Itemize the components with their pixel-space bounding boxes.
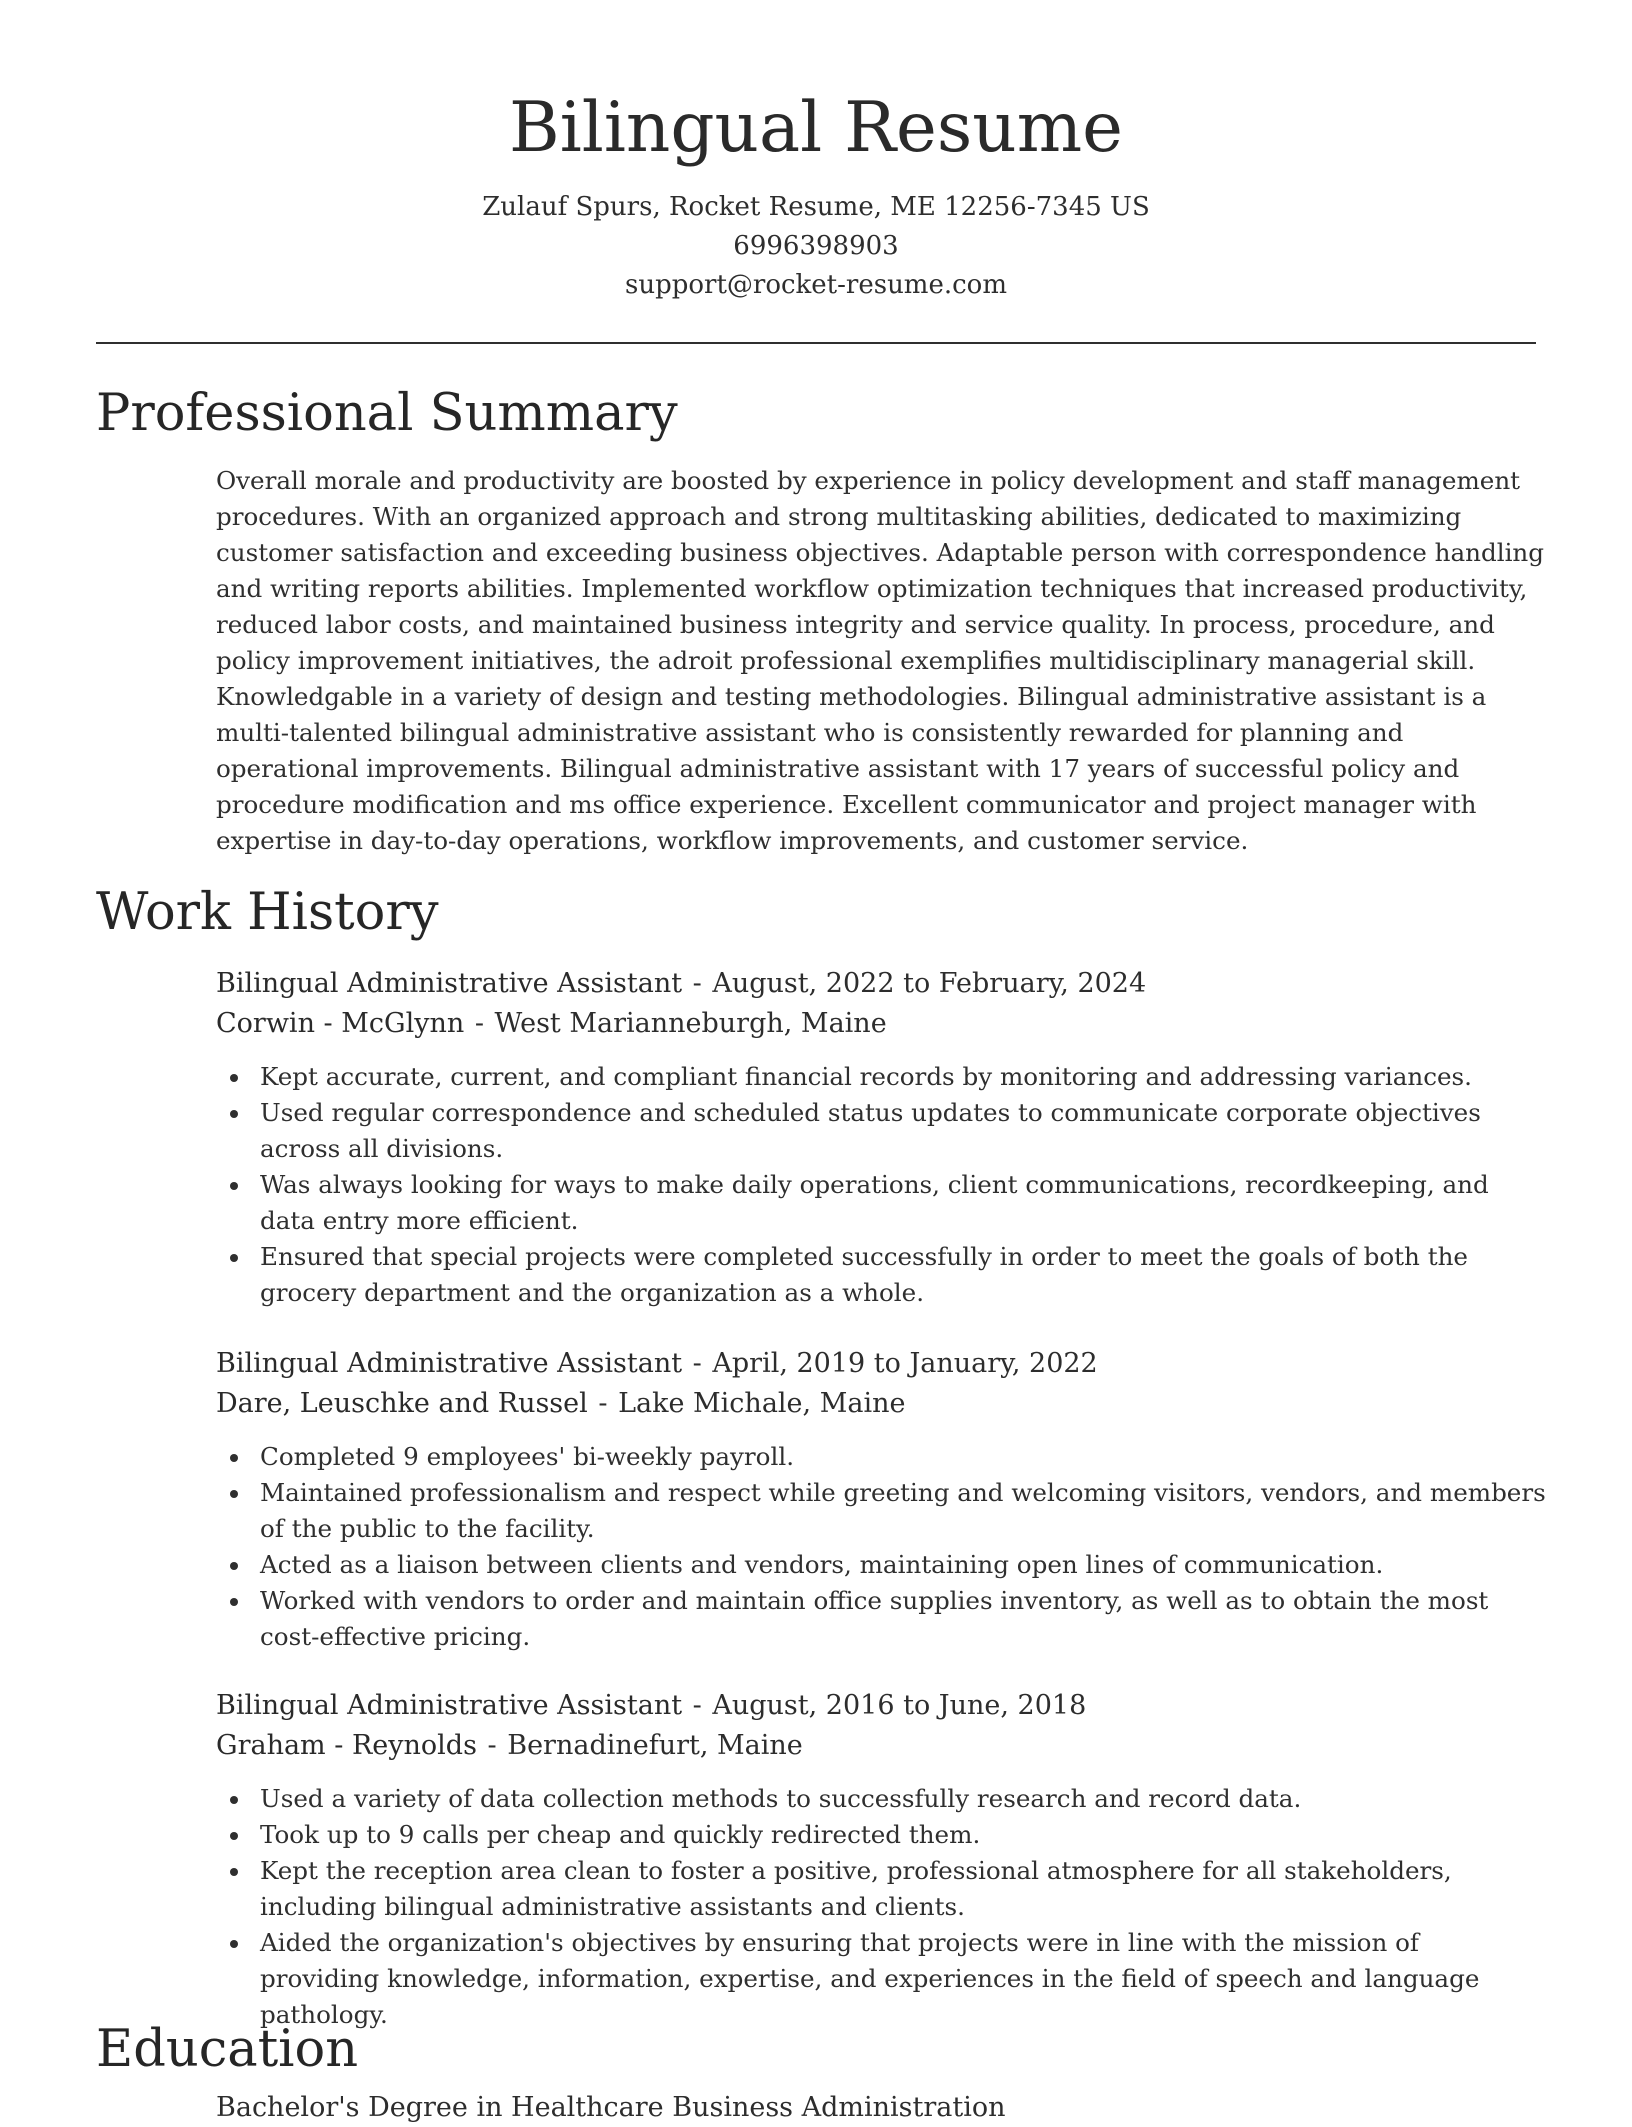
bullet-dot-icon: [230, 1074, 238, 1082]
section-title-education: Education: [96, 2020, 359, 2079]
job-title: Bilingual Administrative Assistant: [216, 1348, 683, 1379]
job-bullet: [216, 1239, 1546, 1311]
job-title-separator: -: [684, 1690, 711, 1721]
job-bullet: [216, 1095, 1546, 1167]
job-title-line: [216, 1686, 1546, 1725]
job-company-separator: -: [589, 1388, 617, 1419]
job-entry: [216, 964, 1546, 1311]
job-bullet: [216, 1925, 1546, 2033]
job-bullet-text: Aided the organization's objectives by ensuring that projects were in line with the mission of providing knowledge, information, expertise, and experiences in the field of speech and language pathology.: [260, 1928, 1480, 2029]
job-title-separator: -: [684, 968, 711, 999]
job-bullet-text: Took up to 9 calls per cheap and quickly redirected them.: [260, 1820, 981, 1849]
education-degree: Bachelor's Degree in Healthcare Business Administration: [216, 2092, 1006, 2123]
job-title-line: [216, 1344, 1546, 1383]
bullet-dot-icon: [230, 1940, 238, 1948]
job-dates: August, 2016 to June, 2018: [712, 1690, 1087, 1721]
job-bullet-text: Maintained professionalism and respect while greeting and welcoming visitors, vendors, and members of the public to the facility.: [260, 1478, 1546, 1543]
job-bullet-text: Used a variety of data collection methods to successfully research and record data.: [260, 1784, 1302, 1813]
job-entry: [216, 1344, 1546, 1655]
job-location: West Marianneburgh, Maine: [494, 1008, 887, 1039]
job-title: Bilingual Administrative Assistant: [216, 968, 683, 999]
bullet-dot-icon: [230, 1254, 238, 1262]
job-title-line: [216, 964, 1546, 1003]
job-bullet: [216, 1853, 1546, 1925]
header-divider: [96, 342, 1536, 344]
contact-block: [96, 188, 1536, 305]
contact-address: Zulauf Spurs, Rocket Resume, ME 12256-7345 US: [482, 192, 1150, 222]
summary-paragraph: Overall morale and productivity are boosted by experience in policy development and staff management procedures. With an organized approach and strong multitasking abilities, dedicated to maximizing customer satisfaction and exceeding business objectives. Adaptable person with correspondence handling and writing reports abilities. Implemented workflow optimization techniques that increased productivity, reduced labor costs, and maintained business integrity and service quality. In process, procedure, and policy improvement initiatives, the adroit professional exemplifies multidisciplinary managerial skill. Knowledgable in a variety of design and testing methodologies. Bilingual administrative assistant is a multi-talented bilingual administrative assistant who is consistently rewarded for planning and operational improvements. Bilingual administrative assistant with 17 years of successful policy and procedure modification and ms office experience. Excellent communicator and project manager with expertise in day-to-day operations, workflow improvements, and customer service.: [216, 466, 1545, 855]
job-bullet-text: Kept the reception area clean to foster a positive, professional atmosphere for all stakeholders, including bilingual administrative assistants and clients.: [260, 1856, 1452, 1921]
resume-name: Bilingual Resume: [509, 88, 1123, 168]
bullet-dot-icon: [230, 1868, 238, 1876]
job-company-line: [216, 1384, 1546, 1423]
job-bullet: [216, 1781, 1546, 1817]
job-bullet: [216, 1167, 1546, 1239]
job-dates: August, 2022 to February, 2024: [712, 968, 1147, 999]
bullet-dot-icon: [230, 1454, 238, 1462]
job-bullet: [216, 1059, 1546, 1095]
job-company-separator: -: [478, 1730, 506, 1761]
bullet-dot-icon: [230, 1490, 238, 1498]
job-company: Graham - Reynolds: [216, 1730, 477, 1761]
job-bullet-text: Used regular correspondence and scheduled status updates to communicate corporate objectives across all divisions.: [260, 1098, 1481, 1163]
job-company-line: [216, 1726, 1546, 1765]
job-bullet-text: Kept accurate, current, and compliant financial records by monitoring and addressing variances.: [260, 1062, 1472, 1091]
bullet-dot-icon: [230, 1562, 238, 1570]
job-bullet: [216, 1439, 1546, 1475]
bullet-dot-icon: [230, 1182, 238, 1190]
bullet-dot-icon: [230, 1598, 238, 1606]
bullet-dot-icon: [230, 1110, 238, 1118]
job-bullet-text: Completed 9 employees' bi-weekly payroll.: [260, 1442, 795, 1471]
job-bullet-text: Acted as a liaison between clients and vendors, maintaining open lines of communication.: [260, 1550, 1384, 1579]
job-bullet: [216, 1475, 1546, 1547]
job-company-separator: -: [466, 1008, 493, 1039]
job-bullets: [216, 1059, 1546, 1311]
contact-email: support@rocket-resume.com: [624, 270, 1007, 300]
job-bullet-text: Ensured that special projects were completed successfully in order to meet the goals of both the grocery department and the organization as a whole.: [260, 1242, 1468, 1307]
job-company-line: [216, 1004, 1546, 1043]
job-bullet-text: Worked with vendors to order and maintain office supplies inventory, as well as to obtain the most cost-effective pricing.: [260, 1586, 1489, 1651]
job-dates: April, 2019 to January, 2022: [712, 1348, 1098, 1379]
job-title-separator: -: [684, 1348, 711, 1379]
job-entry: [216, 1686, 1546, 2033]
job-company: Dare, Leuschke and Russel: [216, 1388, 588, 1419]
job-bullets: [216, 1781, 1546, 2033]
bullet-dot-icon: [230, 1796, 238, 1804]
job-company: Corwin - McGlynn: [216, 1008, 465, 1039]
resume-header: [96, 82, 1536, 305]
job-bullet: [216, 1817, 1546, 1853]
job-title: Bilingual Administrative Assistant: [216, 1690, 683, 1721]
contact-phone: 6996398903: [733, 231, 899, 261]
section-title-work-history: Work History: [96, 883, 439, 942]
job-location: Lake Michale, Maine: [618, 1388, 906, 1419]
job-bullet-text: Was always looking for ways to make daily operations, client communications, recordkeeping, and data entry more efficient.: [260, 1170, 1489, 1235]
job-location: Bernadinefurt, Maine: [507, 1730, 803, 1761]
job-bullet: [216, 1547, 1546, 1583]
bullet-dot-icon: [230, 1832, 238, 1840]
section-title-summary: Professional Summary: [96, 384, 678, 443]
job-bullets: [216, 1439, 1546, 1655]
job-bullet: [216, 1583, 1546, 1655]
